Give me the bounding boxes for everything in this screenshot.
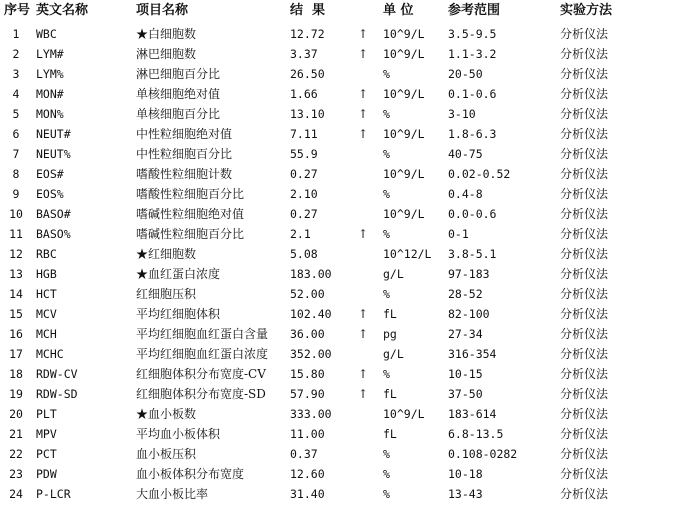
unit: g/L bbox=[383, 347, 404, 361]
reference-range: 3.5-9.5 bbox=[448, 27, 497, 41]
item-name: 单核细胞绝对值 bbox=[136, 87, 221, 101]
table-row bbox=[0, 264, 696, 284]
result-value: 1.66 bbox=[290, 87, 318, 101]
method: 分析仪法 bbox=[560, 187, 609, 201]
english-code: PDW bbox=[36, 467, 57, 481]
method: 分析仪法 bbox=[560, 347, 609, 361]
result-value: 333.00 bbox=[290, 407, 332, 421]
unit: % bbox=[383, 187, 390, 201]
result-value: 2.10 bbox=[290, 187, 318, 201]
header-english-name: 英文名称 bbox=[36, 3, 89, 18]
table-row bbox=[0, 324, 696, 344]
row-index: 15 bbox=[9, 307, 23, 321]
item-name: 平均红细胞血红蛋白浓度 bbox=[136, 347, 269, 361]
row-index: 9 bbox=[12, 187, 20, 201]
item-name: 中性粒细胞绝对值 bbox=[136, 127, 233, 141]
table-row bbox=[0, 104, 696, 124]
table-row bbox=[0, 424, 696, 444]
reference-range: 13-43 bbox=[448, 487, 483, 501]
row-index: 8 bbox=[12, 167, 20, 181]
unit: % bbox=[383, 367, 390, 381]
method: 分析仪法 bbox=[560, 487, 609, 501]
item-name: 血小板压积 bbox=[136, 447, 197, 461]
result-value: 0.27 bbox=[290, 167, 318, 181]
item-name: 血小板体积分布宽度 bbox=[136, 467, 245, 481]
result-value: 352.00 bbox=[290, 347, 332, 361]
reference-range: 1.1-3.2 bbox=[448, 47, 497, 61]
method: 分析仪法 bbox=[560, 447, 609, 461]
unit: g/L bbox=[383, 267, 404, 281]
item-name: ★血红蛋白浓度 bbox=[136, 267, 221, 281]
unit: 10^9/L bbox=[383, 167, 425, 181]
row-index: 13 bbox=[9, 267, 23, 281]
method: 分析仪法 bbox=[560, 467, 609, 481]
item-name: 嗜碱性粒细胞百分比 bbox=[136, 227, 245, 241]
reference-range: 20-50 bbox=[448, 67, 483, 81]
unit: % bbox=[383, 107, 390, 121]
english-code: PLT bbox=[36, 407, 57, 421]
result-value: 3.37 bbox=[290, 47, 318, 61]
english-code: MCV bbox=[36, 307, 57, 321]
unit: % bbox=[383, 487, 390, 501]
english-code: WBC bbox=[36, 27, 57, 41]
table-row bbox=[0, 204, 696, 224]
row-index: 7 bbox=[12, 147, 20, 161]
method: 分析仪法 bbox=[560, 227, 609, 241]
row-index: 1 bbox=[12, 27, 20, 41]
item-name: ★红细胞数 bbox=[136, 247, 197, 261]
result-value: 57.90 bbox=[290, 387, 325, 401]
unit: 10^9/L bbox=[383, 87, 425, 101]
english-code: RDW-SD bbox=[36, 387, 78, 401]
item-name: 平均红细胞血红蛋白含量 bbox=[136, 327, 269, 341]
method: 分析仪法 bbox=[560, 367, 609, 381]
row-index: 18 bbox=[9, 367, 23, 381]
table-row bbox=[0, 64, 696, 84]
english-code: NEUT% bbox=[36, 147, 71, 161]
method: 分析仪法 bbox=[560, 327, 609, 341]
unit: fL bbox=[383, 307, 397, 321]
row-index: 6 bbox=[12, 127, 20, 141]
method: 分析仪法 bbox=[560, 247, 609, 261]
unit: % bbox=[383, 147, 390, 161]
result-value: 55.9 bbox=[290, 147, 318, 161]
row-index: 21 bbox=[9, 427, 23, 441]
result-value: 12.60 bbox=[290, 467, 325, 481]
row-index: 22 bbox=[9, 447, 23, 461]
unit: 10^9/L bbox=[383, 407, 425, 421]
header-result: 结 果 bbox=[290, 3, 326, 18]
unit: 10^9/L bbox=[383, 47, 425, 61]
result-value: 26.50 bbox=[290, 67, 325, 81]
english-code: MON# bbox=[36, 87, 64, 101]
unit: 10^9/L bbox=[383, 127, 425, 141]
english-code: P-LCR bbox=[36, 487, 71, 501]
item-name: 平均血小板体积 bbox=[136, 427, 221, 441]
row-index: 19 bbox=[9, 387, 23, 401]
row-index: 10 bbox=[9, 207, 23, 221]
table-row bbox=[0, 344, 696, 364]
reference-range: 40-75 bbox=[448, 147, 483, 161]
method: 分析仪法 bbox=[560, 127, 609, 141]
reference-range: 6.8-13.5 bbox=[448, 427, 504, 441]
row-index: 14 bbox=[9, 287, 23, 301]
result-value: 0.37 bbox=[290, 447, 318, 461]
unit: 10^12/L bbox=[383, 247, 432, 261]
method: 分析仪法 bbox=[560, 427, 609, 441]
english-code: NEUT# bbox=[36, 127, 71, 141]
table-row bbox=[0, 384, 696, 404]
reference-range: 0.1-0.6 bbox=[448, 87, 497, 101]
english-code: PCT bbox=[36, 447, 57, 461]
result-value: 2.1 bbox=[290, 227, 311, 241]
reference-range: 0.0-0.6 bbox=[448, 207, 497, 221]
abnormal-flag: ↑ bbox=[358, 367, 369, 381]
row-index: 24 bbox=[9, 487, 23, 501]
unit: % bbox=[383, 287, 390, 301]
result-value: 7.11 bbox=[290, 127, 318, 141]
table-row bbox=[0, 304, 696, 324]
table-header bbox=[0, 1, 696, 21]
table-row bbox=[0, 444, 696, 464]
result-value: 11.00 bbox=[290, 427, 325, 441]
abnormal-flag: ↑ bbox=[358, 27, 369, 41]
row-index: 23 bbox=[9, 467, 23, 481]
english-code: EOS# bbox=[36, 167, 64, 181]
row-index: 12 bbox=[9, 247, 23, 261]
row-index: 16 bbox=[9, 327, 23, 341]
unit: % bbox=[383, 467, 390, 481]
table-row bbox=[0, 284, 696, 304]
table-row bbox=[0, 24, 696, 44]
item-name: 红细胞体积分布宽度-CV bbox=[136, 367, 266, 381]
header-unit: 单 位 bbox=[383, 3, 414, 18]
english-code: MON% bbox=[36, 107, 64, 121]
english-code: LYM# bbox=[36, 47, 64, 61]
method: 分析仪法 bbox=[560, 27, 609, 41]
reference-range: 10-18 bbox=[448, 467, 483, 481]
reference-range: 3-10 bbox=[448, 107, 476, 121]
reference-range: 0.108-0282 bbox=[448, 447, 518, 461]
abnormal-flag: ↑ bbox=[358, 127, 369, 141]
reference-range: 27-34 bbox=[448, 327, 483, 341]
abnormal-flag: ↑ bbox=[358, 387, 369, 401]
reference-range: 316-354 bbox=[448, 347, 497, 361]
item-name: 平均红细胞体积 bbox=[136, 307, 221, 321]
header-method: 实验方法 bbox=[560, 3, 613, 18]
method: 分析仪法 bbox=[560, 67, 609, 81]
item-name: 淋巴细胞百分比 bbox=[136, 67, 221, 81]
english-code: EOS% bbox=[36, 187, 64, 201]
method: 分析仪法 bbox=[560, 87, 609, 101]
reference-range: 1.8-6.3 bbox=[448, 127, 497, 141]
english-code: BASO% bbox=[36, 227, 71, 241]
method: 分析仪法 bbox=[560, 167, 609, 181]
abnormal-flag: ↑ bbox=[358, 227, 369, 241]
unit: 10^9/L bbox=[383, 27, 425, 41]
english-code: MCHC bbox=[36, 347, 64, 361]
result-value: 13.10 bbox=[290, 107, 325, 121]
table-row bbox=[0, 84, 696, 104]
english-code: HCT bbox=[36, 287, 57, 301]
item-name: 嗜酸性粒细胞计数 bbox=[136, 167, 233, 181]
unit: 10^9/L bbox=[383, 207, 425, 221]
row-index: 3 bbox=[12, 67, 20, 81]
result-value: 12.72 bbox=[290, 27, 325, 41]
reference-range: 10-15 bbox=[448, 367, 483, 381]
abnormal-flag: ↑ bbox=[358, 107, 369, 121]
header-item-name: 项目名称 bbox=[136, 3, 189, 18]
reference-range: 183-614 bbox=[448, 407, 497, 421]
method: 分析仪法 bbox=[560, 267, 609, 281]
english-code: RDW-CV bbox=[36, 367, 78, 381]
reference-range: 28-52 bbox=[448, 287, 483, 301]
reference-range: 0-1 bbox=[448, 227, 469, 241]
result-value: 52.00 bbox=[290, 287, 325, 301]
unit: pg bbox=[383, 327, 397, 341]
item-name: 嗜酸性粒细胞百分比 bbox=[136, 187, 245, 201]
table-row bbox=[0, 404, 696, 424]
result-value: 102.40 bbox=[290, 307, 332, 321]
result-value: 36.00 bbox=[290, 327, 325, 341]
item-name: ★血小板数 bbox=[136, 407, 197, 421]
row-index: 4 bbox=[12, 87, 20, 101]
table-row bbox=[0, 464, 696, 484]
unit: fL bbox=[383, 427, 397, 441]
table-row bbox=[0, 224, 696, 244]
item-name: 嗜碱性粒细胞绝对值 bbox=[136, 207, 245, 221]
result-value: 183.00 bbox=[290, 267, 332, 281]
table-row bbox=[0, 164, 696, 184]
method: 分析仪法 bbox=[560, 107, 609, 121]
english-code: LYM% bbox=[36, 67, 64, 81]
result-value: 15.80 bbox=[290, 367, 325, 381]
header-reference: 参考范围 bbox=[448, 3, 501, 18]
unit: % bbox=[383, 447, 390, 461]
table-row bbox=[0, 144, 696, 164]
row-index: 11 bbox=[9, 227, 23, 241]
item-name: 中性粒细胞百分比 bbox=[136, 147, 233, 161]
reference-range: 82-100 bbox=[448, 307, 490, 321]
row-index: 2 bbox=[12, 47, 20, 61]
reference-range: 3.8-5.1 bbox=[448, 247, 497, 261]
result-value: 0.27 bbox=[290, 207, 318, 221]
reference-range: 97-183 bbox=[448, 267, 490, 281]
item-name: 单核细胞百分比 bbox=[136, 107, 221, 121]
method: 分析仪法 bbox=[560, 407, 609, 421]
unit: % bbox=[383, 67, 390, 81]
item-name: 淋巴细胞数 bbox=[136, 47, 197, 61]
abnormal-flag: ↑ bbox=[358, 47, 369, 61]
table-row bbox=[0, 364, 696, 384]
method: 分析仪法 bbox=[560, 387, 609, 401]
english-code: MPV bbox=[36, 427, 57, 441]
table-row bbox=[0, 44, 696, 64]
item-name: ★白细胞数 bbox=[136, 27, 197, 41]
reference-range: 0.02-0.52 bbox=[448, 167, 511, 181]
table-row bbox=[0, 484, 696, 504]
table-row bbox=[0, 124, 696, 144]
item-name: 大血小板比率 bbox=[136, 487, 209, 501]
method: 分析仪法 bbox=[560, 207, 609, 221]
result-value: 5.08 bbox=[290, 247, 318, 261]
unit: fL bbox=[383, 387, 397, 401]
reference-range: 37-50 bbox=[448, 387, 483, 401]
method: 分析仪法 bbox=[560, 307, 609, 321]
item-name: 红细胞体积分布宽度-SD bbox=[136, 387, 266, 401]
english-code: HGB bbox=[36, 267, 57, 281]
english-code: MCH bbox=[36, 327, 57, 341]
unit: % bbox=[383, 227, 390, 241]
table-row bbox=[0, 244, 696, 264]
row-index: 17 bbox=[9, 347, 23, 361]
english-code: BASO# bbox=[36, 207, 71, 221]
abnormal-flag: ↑ bbox=[358, 307, 369, 321]
method: 分析仪法 bbox=[560, 47, 609, 61]
abnormal-flag: ↑ bbox=[358, 87, 369, 101]
abnormal-flag: ↑ bbox=[358, 327, 369, 341]
english-code: RBC bbox=[36, 247, 57, 261]
method: 分析仪法 bbox=[560, 287, 609, 301]
row-index: 20 bbox=[9, 407, 23, 421]
table-row bbox=[0, 184, 696, 204]
method: 分析仪法 bbox=[560, 147, 609, 161]
row-index: 5 bbox=[12, 107, 20, 121]
header-index: 序号 bbox=[4, 3, 31, 18]
reference-range: 0.4-8 bbox=[448, 187, 483, 201]
item-name: 红细胞压积 bbox=[136, 287, 197, 301]
result-value: 31.40 bbox=[290, 487, 325, 501]
